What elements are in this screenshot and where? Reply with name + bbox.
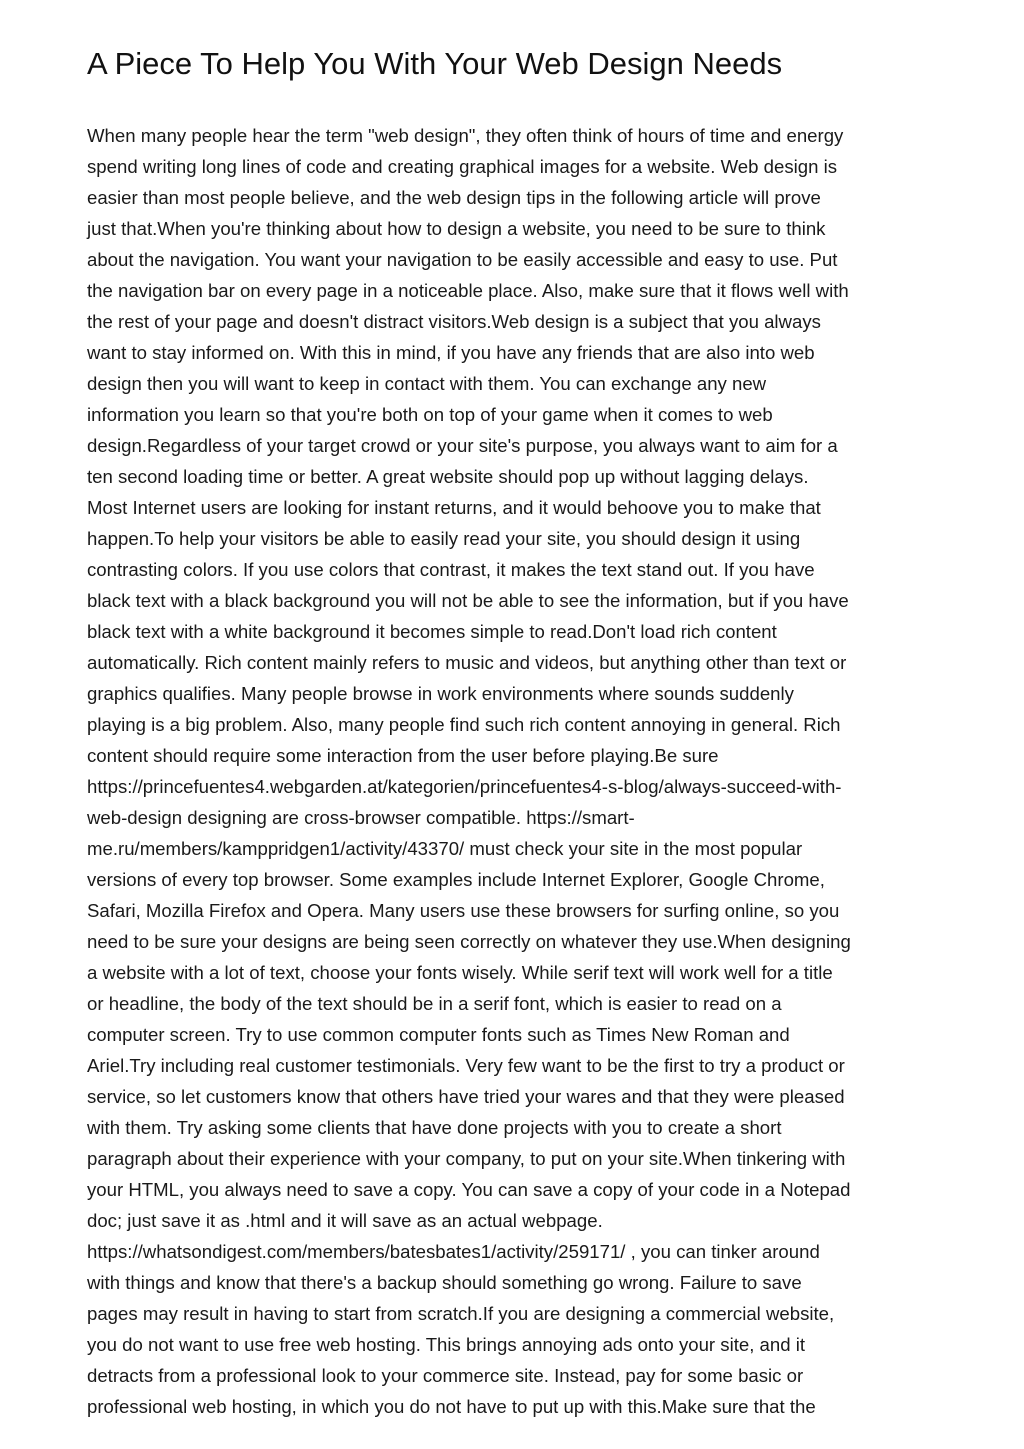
body-text-line: playing is a big problem. Also, many people find such rich content annoying in general. Rich: [87, 714, 841, 735]
body-text-line: computer screen. Try to use common computer fonts such as Times New Roman and: [87, 1024, 790, 1045]
body-text-line: Ariel.Try including real customer testimonials. Very few want to be the first to try a product or: [87, 1055, 845, 1076]
body-text-line: contrasting colors. If you use colors that contrast, it makes the text stand out. If you have: [87, 559, 815, 580]
body-text-line: paragraph about their experience with your company, to put on your site.When tinkering with: [87, 1148, 846, 1169]
body-text-line: Most Internet users are looking for instant returns, and it would behoove you to make that: [87, 497, 821, 518]
body-text-line: easier than most people believe, and the web design tips in the following article will prove: [87, 187, 821, 208]
body-text-line: need to be sure your designs are being seen correctly on whatever they use.When designing: [87, 931, 851, 952]
body-text-line: When many people hear the term "web design", they often think of hours of time and energy: [87, 125, 844, 146]
body-text-line: your HTML, you always need to save a copy. You can save a copy of your code in a Notepad: [87, 1179, 851, 1200]
body-text-line: https://whatsondigest.com/members/batesbates1/activity/259171/ , you can tinker around: [87, 1241, 820, 1262]
body-text-line: professional web hosting, in which you do not have to put up with this.Make sure that the: [87, 1396, 816, 1417]
body-text-line: me.ru/members/kamppridgen1/activity/43370/ must check your site in the most popular: [87, 838, 803, 859]
body-text-line: the navigation bar on every page in a noticeable place. Also, make sure that it flows well with: [87, 280, 849, 301]
body-text-line: just that.When you're thinking about how to design a website, you need to be sure to think: [87, 218, 826, 239]
body-text-line: spend writing long lines of code and creating graphical images for a website. Web design is: [87, 156, 838, 177]
body-text-line: graphics qualifies. Many people browse in work environments where sounds suddenly: [87, 683, 794, 704]
body-text-line: want to stay informed on. With this in mind, if you have any friends that are also into web: [87, 342, 815, 363]
body-text-line: ten second loading time or better. A great website should pop up without lagging delays.: [87, 466, 809, 487]
article-body: [87, 84, 947, 1422]
body-text-line: black text with a black background you will not be able to see the information, but if you have: [87, 590, 849, 611]
body-text-line: with them. Try asking some clients that have done projects with you to create a short: [87, 1117, 782, 1138]
body-text-line: web-design designing are cross-browser compatible. https://smart-: [87, 807, 635, 828]
body-text-line: or headline, the body of the text should be in a serif font, which is easier to read on a: [87, 993, 782, 1014]
body-text-line: design then you will want to keep in contact with them. You can exchange any new: [87, 373, 767, 394]
body-text-line: you do not want to use free web hosting. This brings annoying ads onto your site, and it: [87, 1334, 806, 1355]
body-text-line: a website with a lot of text, choose your fonts wisely. While serif text will work well for a title: [87, 962, 833, 983]
body-text-line: happen.To help your visitors be able to easily read your site, you should design it using: [87, 528, 801, 549]
body-text-line: about the navigation. You want your navigation to be easily accessible and easy to use. Put: [87, 249, 838, 270]
page-title: A Piece To Help You With Your Web Design Needs: [87, 46, 783, 81]
body-text-line: design.Regardless of your target crowd or your site's purpose, you always want to aim for a: [87, 435, 838, 456]
body-text-line: automatically. Rich content mainly refers to music and videos, but anything other than text or: [87, 652, 847, 673]
body-text-line: pages may result in having to start from scratch.If you are designing a commercial website,: [87, 1303, 835, 1324]
body-text-line: information you learn so that you're both on top of your game when it comes to web: [87, 404, 773, 425]
document-page: [87, 0, 947, 1422]
body-text-line: content should require some interaction from the user before playing.Be sure: [87, 745, 719, 766]
body-text-line: detracts from a professional look to your commerce site. Instead, pay for some basic or: [87, 1365, 804, 1386]
body-text-line: doc; just save it as .html and it will save as an actual webpage.: [87, 1210, 603, 1231]
body-text-line: service, so let customers know that others have tried your wares and that they were pleased: [87, 1086, 845, 1107]
body-text-line: Safari, Mozilla Firefox and Opera. Many users use these browsers for surfing online, so you: [87, 900, 840, 921]
body-text-line: with things and know that there's a backup should something go wrong. Failure to save: [87, 1272, 802, 1293]
body-text-line: https://princefuentes4.webgarden.at/kategorien/princefuentes4-s-blog/always-succeed-with-: [87, 776, 842, 797]
body-text-line: black text with a white background it becomes simple to read.Don't load rich content: [87, 621, 777, 642]
body-text-line: versions of every top browser. Some examples include Internet Explorer, Google Chrome,: [87, 869, 825, 890]
body-text-line: the rest of your page and doesn't distract visitors.Web design is a subject that you always: [87, 311, 821, 332]
